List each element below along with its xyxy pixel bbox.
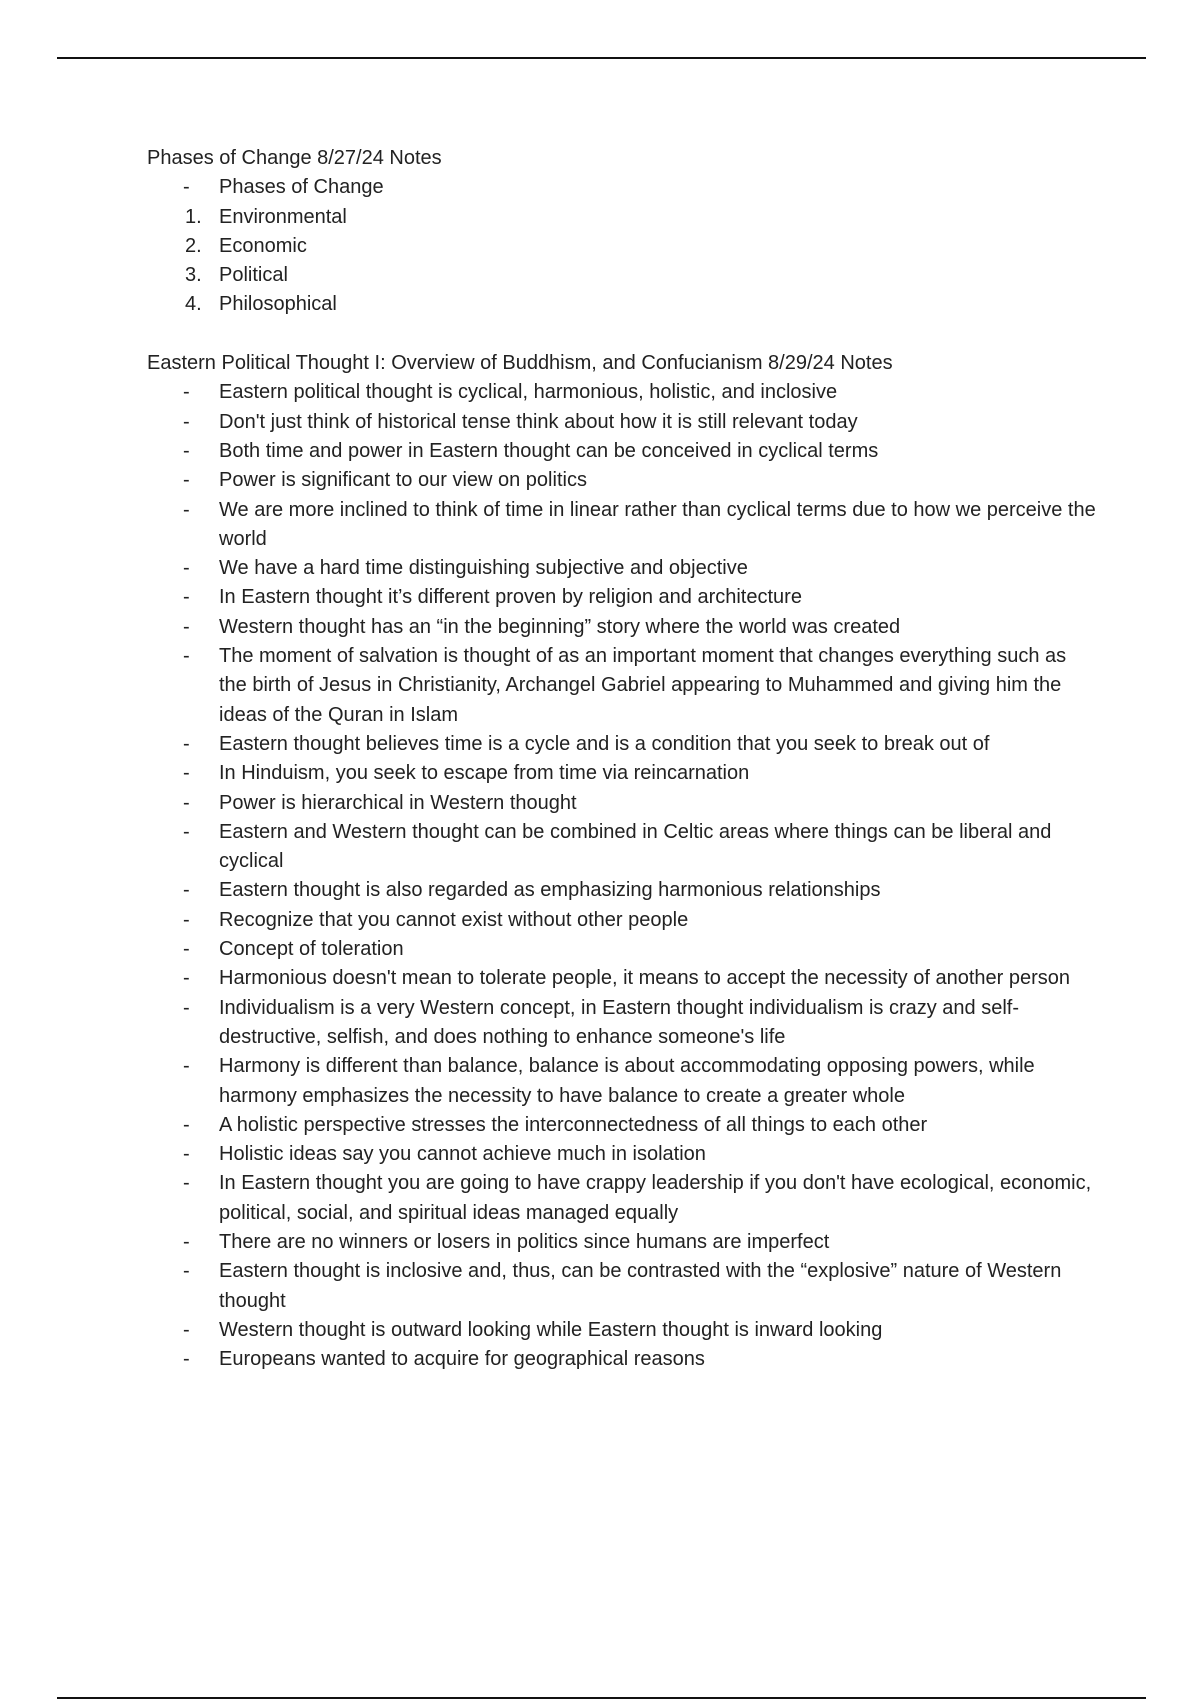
list-item-text: In Eastern thought you are going to have crappy leadership if you don't have ecological, economic, political, social, and spiritual ideas managed equally xyxy=(219,1172,1092,1224)
list-item xyxy=(147,818,1099,877)
list-item-text: Economic xyxy=(219,234,307,257)
page-bottom-rule xyxy=(57,1697,1146,1699)
list-item-text: Western thought has an “in the beginning” story where the world was created xyxy=(219,615,901,638)
list-number: 2. xyxy=(185,234,202,257)
list-item-text: Philosophical xyxy=(219,293,337,316)
dash-bullet: - xyxy=(183,1318,190,1341)
list-item xyxy=(147,261,1099,290)
dash-bullet: - xyxy=(183,381,190,404)
list-item-text: In Eastern thought it’s different proven by religion and architecture xyxy=(219,586,802,609)
list-item xyxy=(147,173,1099,202)
dash-bullet: - xyxy=(183,996,190,1019)
list-item xyxy=(147,1169,1099,1228)
list-item xyxy=(147,642,1099,730)
list-item-text: Eastern thought believes time is a cycle and is a condition that you seek to break out of xyxy=(219,732,990,755)
list-item xyxy=(147,203,1099,232)
list-item xyxy=(147,378,1099,407)
dash-bullet: - xyxy=(183,879,190,902)
section-heading: Phases of Change 8/27/24 Notes xyxy=(147,147,442,169)
list-item xyxy=(147,1345,1099,1374)
dash-bullet: - xyxy=(183,1260,190,1283)
list-item-text: Harmony is different than balance, balance is about accommodating opposing powers, while harmony emphasizes the necessity to have balance to create a greater whole xyxy=(219,1055,1035,1107)
list-item xyxy=(147,1052,1099,1111)
dash-bullet: - xyxy=(183,938,190,961)
list-item xyxy=(147,759,1099,788)
dash-bullet: - xyxy=(183,1348,190,1371)
list-item xyxy=(147,466,1099,495)
list-number: 4. xyxy=(185,293,202,316)
document-body xyxy=(147,144,1097,1374)
list-item xyxy=(147,1140,1099,1169)
list-item xyxy=(147,964,1099,993)
page-top-rule xyxy=(57,57,1146,59)
list-item-text: We are more inclined to think of time in linear rather than cyclical terms due to how we perceive the world xyxy=(219,498,1096,550)
list-item-text: Political xyxy=(219,264,288,287)
list-item-text: Phases of Change xyxy=(219,176,384,199)
dash-bullet: - xyxy=(183,615,190,638)
list-item-text: There are no winners or losers in politics since humans are imperfect xyxy=(219,1230,830,1253)
list-item xyxy=(147,554,1099,583)
dash-bullet: - xyxy=(183,1113,190,1136)
list-item xyxy=(147,1111,1099,1140)
list-item xyxy=(147,408,1099,437)
dash-bullet: - xyxy=(183,820,190,843)
list-item xyxy=(147,1257,1099,1316)
list-item-text: Eastern thought is also regarded as emphasizing harmonious relationships xyxy=(219,879,881,902)
list-item xyxy=(147,906,1099,935)
dash-bullet: - xyxy=(183,732,190,755)
list-item-text: Holistic ideas say you cannot achieve much in isolation xyxy=(219,1143,706,1166)
dash-bullet: - xyxy=(183,967,190,990)
list-item xyxy=(147,1228,1099,1257)
dash-bullet: - xyxy=(183,586,190,609)
section-heading: Eastern Political Thought I: Overview of Buddhism, and Confucianism 8/29/24 Notes xyxy=(147,352,893,375)
list-item xyxy=(147,496,1099,555)
list-item xyxy=(147,437,1099,466)
list-item-text: Power is hierarchical in Western thought xyxy=(219,791,577,814)
list-item-text: Both time and power in Eastern thought can be conceived in cyclical terms xyxy=(219,439,879,462)
list-item-text: Concept of toleration xyxy=(219,938,404,961)
list-item-text: The moment of salvation is thought of as an important moment that changes everything such as the birth of Jesus in Christianity, Archangel Gabriel appearing to Muhammed and giving him the ideas of the Quran in Islam xyxy=(219,645,1067,726)
list-item xyxy=(147,583,1099,612)
list-number: 3. xyxy=(185,264,202,287)
dash-bullet: - xyxy=(183,176,190,199)
list-item-text: Individualism is a very Western concept, in Eastern thought individualism is crazy and self-destructive, selfish, and does nothing to enhance someone's life xyxy=(219,996,1019,1048)
section-spacer xyxy=(147,320,1097,349)
dash-bullet: - xyxy=(183,557,190,580)
list-item-text: Environmental xyxy=(219,205,347,228)
list-item xyxy=(147,876,1099,905)
list-number: 1. xyxy=(185,205,202,228)
list-item-text: In Hinduism, you seek to escape from time via reincarnation xyxy=(219,762,750,785)
list-item-text: Power is significant to our view on politics xyxy=(219,469,587,492)
dash-bullet: - xyxy=(183,439,190,462)
list-item-text: Harmonious doesn't mean to tolerate people, it means to accept the necessity of another person xyxy=(219,967,1070,990)
dash-bullet: - xyxy=(183,762,190,785)
list-item-text: Eastern political thought is cyclical, harmonious, holistic, and inclosive xyxy=(219,381,838,404)
list-item-text: Eastern thought is inclosive and, thus, can be contrasted with the “explosive” nature of Western thought xyxy=(219,1260,1062,1312)
list-item-text: Western thought is outward looking while Eastern thought is inward looking xyxy=(219,1318,883,1341)
list-item xyxy=(147,994,1099,1053)
dash-bullet: - xyxy=(183,1055,190,1078)
dash-bullet: - xyxy=(183,498,190,521)
dash-bullet: - xyxy=(183,1143,190,1166)
list-item-text: A holistic perspective stresses the interconnectedness of all things to each other xyxy=(219,1113,928,1136)
notes-list xyxy=(147,173,1097,319)
list-item xyxy=(147,1316,1099,1345)
dash-bullet: - xyxy=(183,908,190,931)
list-item-text: We have a hard time distinguishing subjective and objective xyxy=(219,557,748,580)
dash-bullet: - xyxy=(183,791,190,814)
list-item xyxy=(147,935,1099,964)
list-item xyxy=(147,290,1099,319)
list-item xyxy=(147,613,1099,642)
notes-list xyxy=(147,378,1097,1374)
list-item-text: Don't just think of historical tense think about how it is still relevant today xyxy=(219,410,858,433)
list-item-text: Recognize that you cannot exist without other people xyxy=(219,908,689,931)
list-item-text: Europeans wanted to acquire for geographical reasons xyxy=(219,1348,705,1371)
dash-bullet: - xyxy=(183,1172,190,1195)
list-item xyxy=(147,730,1099,759)
dash-bullet: - xyxy=(183,1230,190,1253)
dash-bullet: - xyxy=(183,469,190,492)
dash-bullet: - xyxy=(183,410,190,433)
list-item-text: Eastern and Western thought can be combined in Celtic areas where things can be liberal and cyclical xyxy=(219,820,1052,873)
list-item xyxy=(147,789,1099,818)
dash-bullet: - xyxy=(183,645,190,668)
list-item xyxy=(147,232,1099,261)
